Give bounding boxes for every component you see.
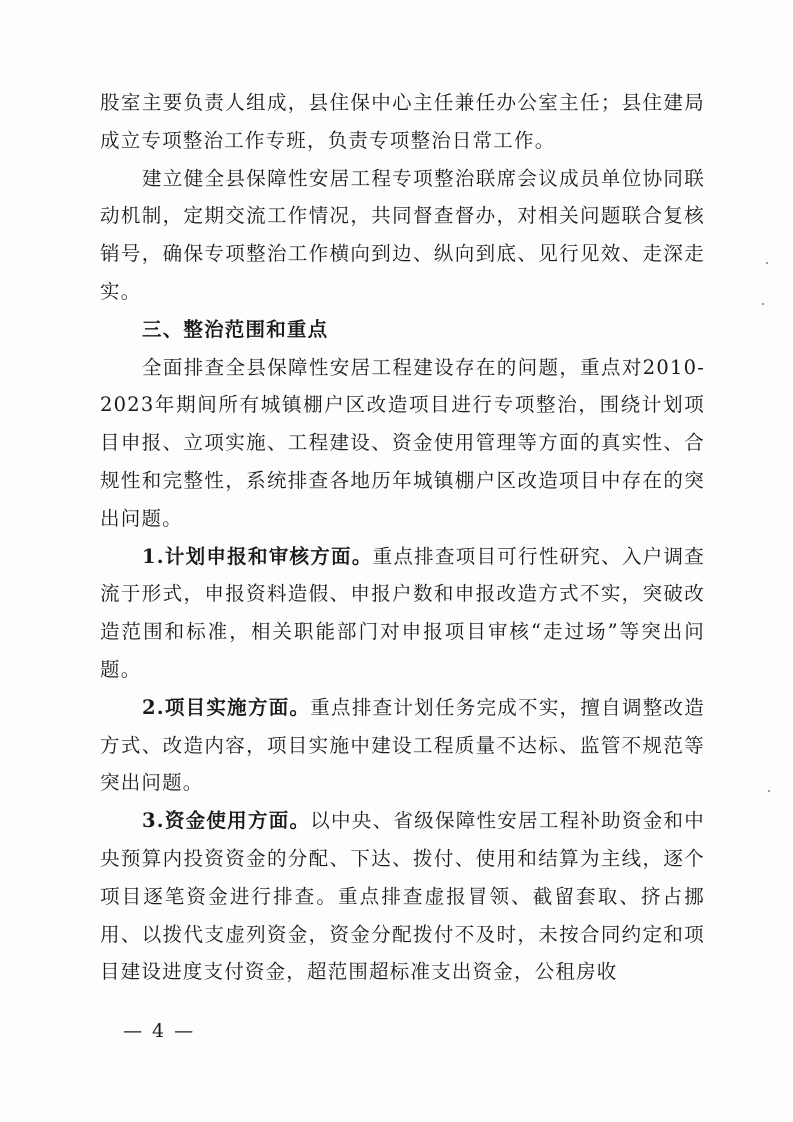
paragraph-1: 股室主要负责人组成，县住保中心主任兼任办公室主任；县住建局成立专项整治工作专班，负责专项整治日常工作。 (100, 91, 705, 152)
item-3-lead: 3.资金使用方面。 (142, 809, 311, 833)
scan-speck (768, 790, 770, 792)
item-3-text: 以中央、省级保障性安居工程补助资金和中央预算内投资资金的分配、下达、拨付、使用和结算为主线，逐个项目逐笔资金进行排查。重点排查虚报冒领、截留套取、挤占挪用、以拨代支虚列资金，资金分配拨付不及时，未按合同约定和项目建设进度支付资金，超范围超标准支出资金，公租房收 (100, 809, 705, 984)
item-1-text: 重点排查项目可行性研究、入户调查流于形式，申报资料造假、申报户数和申报改造方式不实，突破改造范围和标准，相关职能部门对申报项目审核“走过场”等突出问题。 (100, 544, 705, 681)
scan-speck (766, 262, 768, 264)
document-body (100, 84, 705, 991)
item-2-text: 重点排查计划任务完成不实，擅自调整改造方式、改造内容，项目实施中建设工程质量不达标、监管不规范等突出问题。 (100, 695, 705, 795)
section-heading: 三、整治范围和重点 (142, 317, 329, 341)
section-intro: 全面排查全县保障性安居工程建设存在的问题，重点对2010-2023年期间所有城镇棚户区改造项目进行专项整治，围绕计划项目申报、立项实施、工程建设、资金使用管理等方面的真实性、合规性和完整性，系统排查各地历年城镇棚户区改造项目中存在的突出问题。 (100, 355, 705, 530)
scan-speck (762, 303, 764, 305)
item-2-lead: 2.项目实施方面。 (142, 695, 311, 719)
item-3 (100, 802, 705, 991)
item-1 (100, 538, 705, 689)
item-1-lead: 1.计划申报和审核方面。 (142, 544, 373, 568)
paragraph-2: 建立健全县保障性安居工程专项整治联席会议成员单位协同联动机制，定期交流工作情况，共同督查督办，对相关问题联合复核销号，确保专项整治工作横向到边、纵向到底、见行见效、走深走实。 (100, 166, 705, 303)
page-number: — 4 — (123, 1020, 196, 1042)
item-2 (100, 689, 705, 802)
